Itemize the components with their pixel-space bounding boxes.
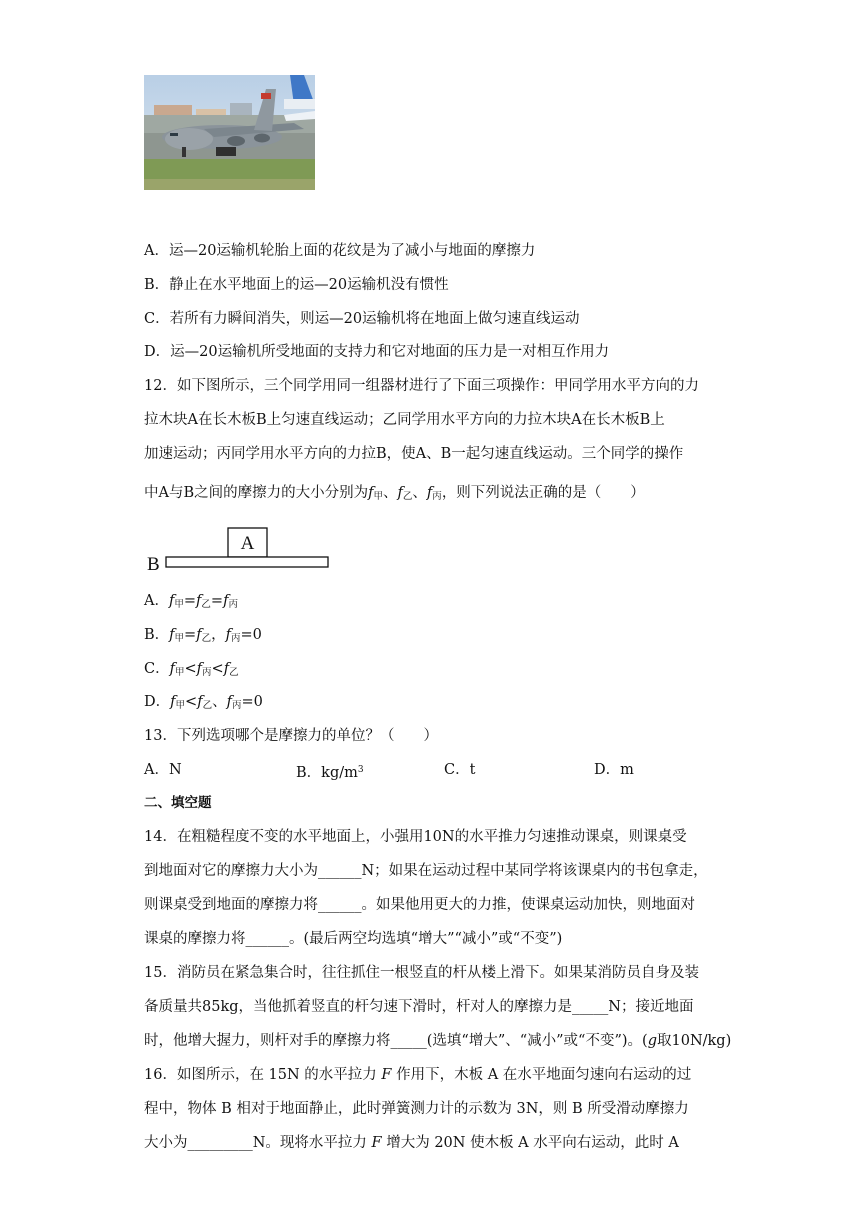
equals-zero: =0 xyxy=(240,627,262,643)
sub-yi: 乙 xyxy=(229,667,239,678)
f-symbol: f xyxy=(197,694,203,710)
q11-option-c: C．若所有力瞬间消失，则运—20运输机将在地面上做匀速直线运动 xyxy=(144,311,580,327)
f-symbol: f xyxy=(169,627,175,643)
option-b-text: B．kg/m xyxy=(296,765,358,781)
board-b-label: B xyxy=(147,554,160,574)
superscript: 3 xyxy=(357,765,364,775)
section-heading-fill-in: 二、填空题 xyxy=(144,795,212,811)
f-symbol: f xyxy=(397,485,403,501)
separator: 、 xyxy=(412,485,427,501)
sub-jia: 甲 xyxy=(174,633,185,644)
block-a-label: A xyxy=(240,533,255,554)
sub-bing: 丙 xyxy=(231,700,242,711)
option-letter: B． xyxy=(144,627,170,643)
q12-stem-line4-end: ，则下列说法正确的是（ ） xyxy=(441,485,645,501)
f-symbol: f xyxy=(223,593,229,609)
diagram-svg xyxy=(144,524,334,574)
f-symbol: f xyxy=(226,694,232,710)
sub-yi: 乙 xyxy=(202,700,213,711)
q13-option-d: D．m xyxy=(594,762,634,778)
sub-bing: 丙 xyxy=(230,633,241,644)
f-symbol: f xyxy=(223,661,230,677)
equals: = xyxy=(184,627,197,643)
q15-line1: 15．消防员在紧急集合时，往往抓住一根竖直的杆从楼上滑下。如果某消防员自身及装 xyxy=(144,965,699,981)
q12-stem-line3: 加速运动；丙同学用水平方向的力拉B，使A、B一起匀速直线运动。三个同学的操作 xyxy=(144,446,684,462)
q16-line3-end: 增大为 20N 使木板 A 水平向右运动，此时 A xyxy=(381,1135,679,1151)
q13-option-a: A．N xyxy=(144,762,182,778)
sub-jia: 甲 xyxy=(174,667,185,678)
option-letter: A． xyxy=(144,593,169,609)
q16-line3 xyxy=(144,1133,724,1153)
equals: = xyxy=(210,593,224,609)
less-than: < xyxy=(211,661,224,677)
sub-jia: 甲 xyxy=(373,491,384,502)
aircraft-photo xyxy=(144,75,315,190)
q12-option-d xyxy=(144,692,724,716)
f-symbol: f xyxy=(225,627,231,643)
q14-line3: 则课桌受到地面的摩擦力将______。如果他用更大的力推，使课桌运动加快，则地面对 xyxy=(144,897,695,913)
comma: ， xyxy=(211,627,226,643)
q15-line3-text: 时，他增大握力，则杆对手的摩擦力将_____(选填“增大”、“减小”或“不变”)。( xyxy=(144,1033,648,1049)
f-symbol: f xyxy=(196,593,202,609)
q11-option-b: B．静止在水平地面上的运—20运输机没有惯性 xyxy=(144,277,449,293)
y20-aircraft-image xyxy=(144,75,315,190)
f-symbol: f xyxy=(168,593,175,609)
board-b xyxy=(166,557,328,567)
force-symbol: F xyxy=(371,1135,382,1151)
sub-bing: 丙 xyxy=(202,667,212,678)
q14-line4: 课桌的摩擦力将______。(最后两空均选填“增大”“减小”或“不变”) xyxy=(144,931,563,947)
sub-yi: 乙 xyxy=(402,491,413,502)
q11-option-d: D．运—20运输机所受地面的支持力和它对地面的压力是一对相互作用力 xyxy=(144,344,610,360)
q12-stem-line4 xyxy=(144,483,724,507)
sub-jia: 甲 xyxy=(175,700,186,711)
sub-bing: 丙 xyxy=(228,599,238,610)
option-letter: C． xyxy=(144,661,170,677)
q12-stem-line2: 拉木块A在长木板B上匀速直线运动；乙同学用水平方向的力拉木块A在长木板B上 xyxy=(144,412,665,428)
less-than: < xyxy=(185,694,198,710)
q15-line2: 备质量共85kg，当他抓着竖直的杆匀速下滑时，杆对人的摩擦力是_____N；接近地面 xyxy=(144,999,694,1015)
q12-option-c xyxy=(144,659,724,683)
f-symbol: f xyxy=(196,661,203,677)
sub-yi: 乙 xyxy=(201,599,211,610)
sub-jia: 甲 xyxy=(174,599,184,610)
q12-stem-line4-text: 中A与B之间的摩擦力的大小分别为 xyxy=(144,485,369,501)
q13-option-b xyxy=(296,760,364,783)
q15-line3 xyxy=(144,1031,732,1051)
separator: 、 xyxy=(383,485,398,501)
q12-option-b xyxy=(144,625,724,649)
g-symbol: g xyxy=(647,1033,657,1049)
sub-bing: 丙 xyxy=(432,491,442,502)
less-than: < xyxy=(184,661,197,677)
force-symbol: F xyxy=(381,1067,392,1083)
equals-zero: =0 xyxy=(241,694,263,710)
q16-line2: 程中，物体 B 相对于地面静止，此时弹簧测力计的示数为 3N，则 B 所受滑动摩擦力 xyxy=(144,1101,689,1117)
f-symbol: f xyxy=(170,694,176,710)
q12-stem-line1: 12．如下图所示，三个同学用同一组器材进行了下面三项操作：甲同学用水平方向的力 xyxy=(144,378,699,394)
q14-line1: 14．在粗糙程度不变的水平地面上，小强用10N的水平推力匀速推动课桌，则课桌受 xyxy=(144,829,687,845)
option-letter: D． xyxy=(144,694,171,710)
block-on-board-diagram xyxy=(144,524,334,574)
q16-line3-text: 大小为_________N。现将水平拉力 xyxy=(144,1135,372,1151)
f-symbol: f xyxy=(426,485,433,501)
separator: 、 xyxy=(212,694,227,710)
q16-line1-text: 16．如图所示，在 15N 的水平拉力 xyxy=(144,1067,382,1083)
q11-option-a: A．运—20运输机轮胎上面的花纹是为了减小与地面的摩擦力 xyxy=(144,243,536,259)
q16-line1 xyxy=(144,1065,724,1085)
f-symbol: f xyxy=(368,485,374,501)
q12-option-a xyxy=(144,591,724,615)
q16-line1-end: 作用下，木板 A 在水平地面匀速向右运动的过 xyxy=(391,1067,692,1083)
q13-option-c: C．t xyxy=(444,762,476,778)
q15-line3-end: 取10N/kg) xyxy=(657,1033,732,1049)
f-symbol: f xyxy=(196,627,202,643)
equals: = xyxy=(183,593,197,609)
q13-stem: 13．下列选项哪个是摩擦力的单位？（ ） xyxy=(144,728,438,744)
f-symbol: f xyxy=(169,661,175,677)
q14-line2: 到地面对它的摩擦力大小为______N；如果在运动过程中某同学将该课桌内的书包拿走， xyxy=(144,863,708,879)
sub-yi: 乙 xyxy=(201,633,212,644)
